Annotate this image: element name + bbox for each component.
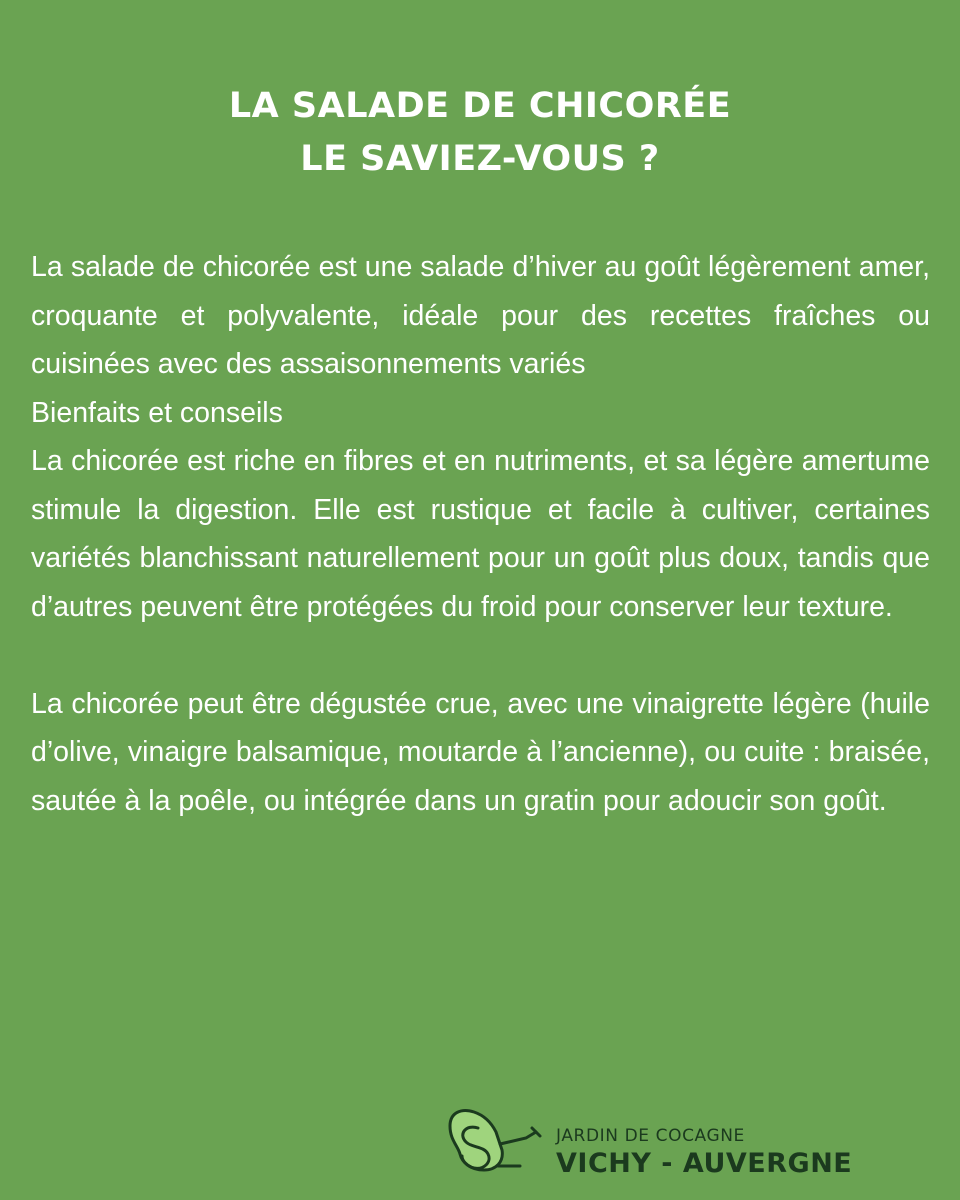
watering-can-icon xyxy=(440,1104,550,1178)
page-title xyxy=(0,80,960,186)
logo-line-2: VICHY - AUVERGNE xyxy=(556,1148,853,1179)
brand-logo xyxy=(440,1104,880,1184)
title-line-2: LE SAVIEZ-VOUS ? xyxy=(300,139,660,179)
paragraph-spacer xyxy=(31,631,930,680)
logo-line-1: JARDIN DE COCAGNE xyxy=(556,1126,745,1146)
benefits-paragraph: La chicorée est riche en fibres et en nutriments, et sa légère amertume stimule la digestion. Elle est rustique et facile à cultiver, certaines variétés blanchissant naturellement pour un goût plus doux, tandis que d’autres peuvent être protégées du froid pour conserver leur texture. xyxy=(31,445,930,623)
body-text xyxy=(31,243,930,825)
title-line-1: LA SALADE DE CHICORÉE xyxy=(228,86,732,126)
usage-paragraph: La chicorée peut être dégustée crue, avec une vinaigrette légère (huile d’olive, vinaigre balsamique, moutarde à l’ancienne), ou cuite : braisée, sautée à la poêle, ou intégrée dans un gratin pour adoucir son goût. xyxy=(31,687,930,817)
intro-paragraph: La salade de chicorée est une salade d’hiver au goût légèrement amer, croquante et polyvalente, idéale pour des recettes fraîches ou cuisinées avec des assaisonnements variés xyxy=(31,251,930,380)
subheading: Bienfaits et conseils xyxy=(31,396,283,429)
